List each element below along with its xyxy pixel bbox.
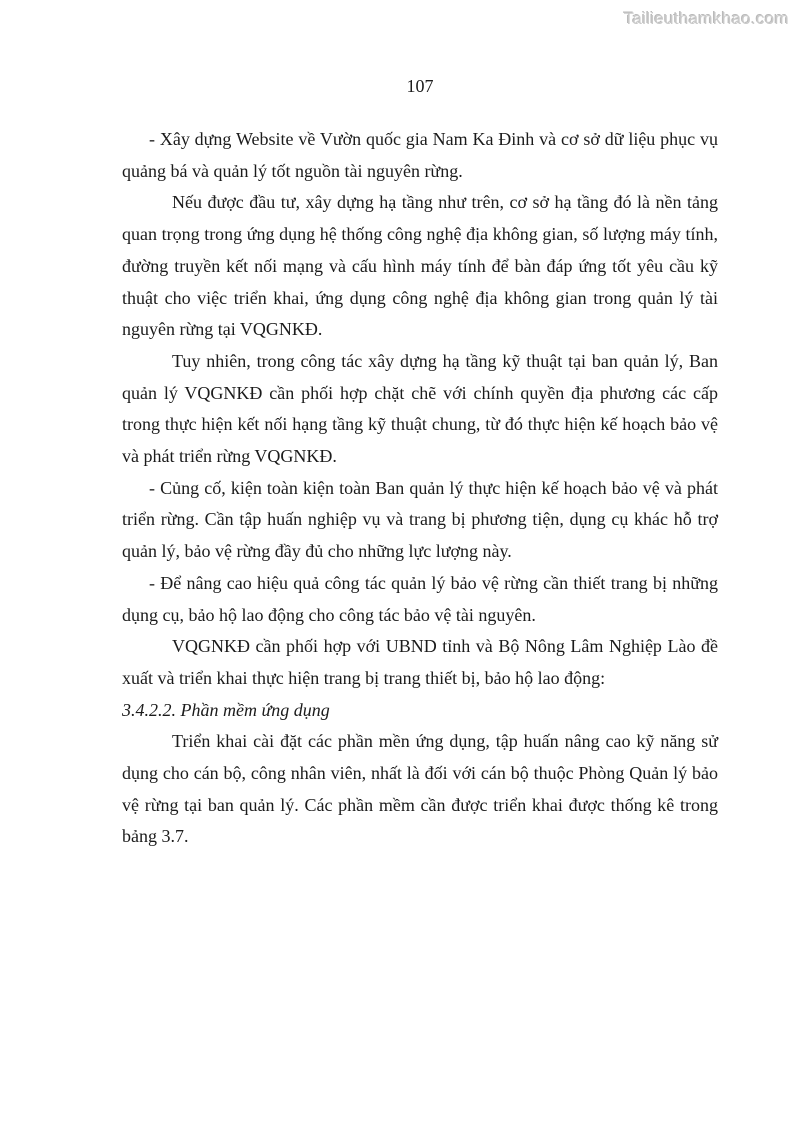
paragraph-website-bullet: - Xây dựng Website về Vườn quốc gia Nam Ka Đinh và cơ sở dữ liệu phục vụ quảng bá và quản lý tốt nguồn tài nguyên rừng. [122, 129, 718, 181]
page-number: 107 [406, 76, 434, 96]
document-content [122, 124, 718, 853]
section-heading-software: 3.4.2.2. Phần mềm ứng dụng [122, 699, 330, 720]
paragraph-software-deployment: Triển khai cài đặt các phần mền ứng dụng, tập huấn nâng cao kỹ năng sử dụng cho cán bộ, công nhân viên, nhất là đối với cán bộ thuộc Phòng Quản lý bảo vệ rừng tại ban quản lý. Các phần mềm cần được triển khai được thống kê trong bảng 3.7. [122, 731, 718, 847]
watermark-text: Tailieuthamkhao.com [623, 9, 789, 28]
paragraph-equipment-bullet: - Để nâng cao hiệu quả công tác quản lý bảo vệ rừng cần thiết trang bị những dụng cụ, bảo hộ lao động cho công tác bảo vệ tài nguyên. [122, 572, 718, 625]
paragraph-infrastructure: Nếu được đầu tư, xây dựng hạ tầng như trên, cơ sở hạ tầng đó là nền tảng quan trọng trong ứng dụng hệ thống công nghệ địa không gian, số lượng máy tính, đường truyền kết nối mạng và cấu hình máy tính để bàn đáp ứng tốt yêu cầu kỹ thuật cho việc triển khai, ứng dụng công nghệ địa không gian trong quản lý tài nguyên rừng tại VQGNKĐ. [122, 192, 718, 340]
paragraph-consolidation-bullet: - Củng cố, kiện toàn kiện toàn Ban quản lý thực hiện kế hoạch bảo vệ và phát triển rừng. Cần tập huấn nghiệp vụ và trang bị phương tiện, dụng cụ khác hỗ trợ quản lý, bảo vệ rừng đầy đủ cho những lực lượng này. [122, 477, 718, 562]
paragraph-coordination: Tuy nhiên, trong công tác xây dựng hạ tầng kỹ thuật tại ban quản lý, Ban quản lý VQGNKĐ cần phối hợp chặt chẽ với chính quyền địa phương các cấp trong thực hiện kết nối hạng tầng kỹ thuật chung, từ đó thực hiện kế hoạch bảo vệ và phát triển rừng VQGNKĐ. [122, 350, 718, 467]
paragraph-proposal: VQGNKĐ cần phối hợp với UBND tỉnh và Bộ Nông Lâm Nghiệp Lào đề xuất và triển khai thực hiện trang bị trang thiết bị, bảo hộ lao động: [122, 636, 718, 688]
